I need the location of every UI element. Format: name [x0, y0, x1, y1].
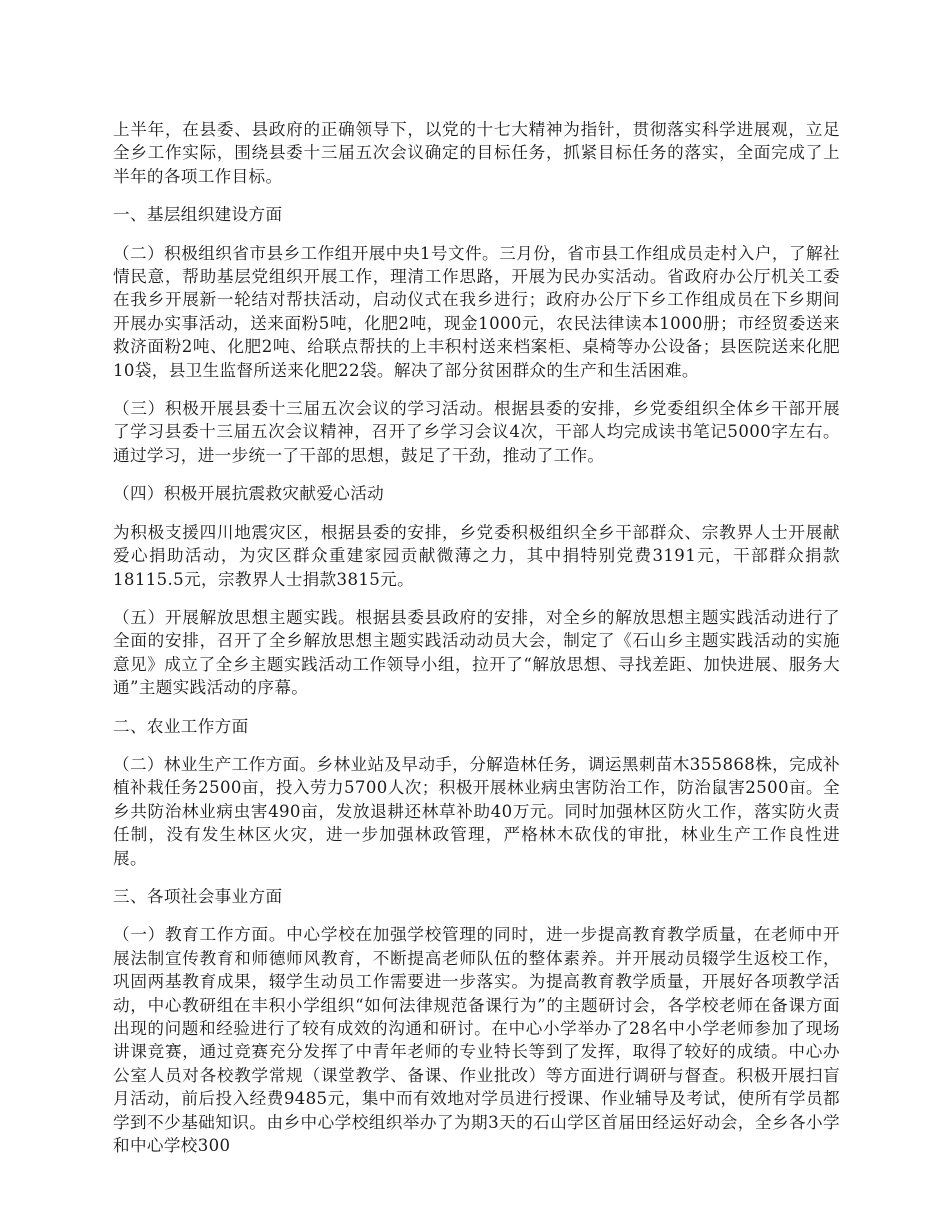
paragraph-donations: 为积极支援四川地震灾区，根据县委的安排，乡党委积极组织全乡干部群众、宗教界人士开展献爱心捐助活动，为灾区群众重建家园贡献微薄之力，其中捐特别党费3191元，干部群众捐款18115.5元，宗教界人士捐款3815元。	[113, 522, 840, 589]
section-heading-social: 三、各项社会事业方面	[113, 886, 283, 906]
paragraph-work-groups: （二）积极组织省市县乡工作组开展中央1号文件。三月份，省市县工作组成员走村入户，了解社情民意，帮助基层党组织开展工作，理清工作思路，开展为民办实活动。省政府办公厅机关工委在我乡开展新一轮结对帮扶活动，启动仪式在我乡进行；政府办公厅下乡工作组成员在下乡期间开展办实事活动，送来面粉5吨，化肥2吨，现金1000元，农民法律读本1000册；市经贸委送来救济面粉2吨、化肥2吨、给联点帮扶的上丰积村送来档案柜、桌椅等办公设备；县医院送来化肥10袋，县卫生监督所送来化肥22袋。解决了部分贫困群众的生产和生活困难。	[113, 243, 840, 380]
intro-paragraph: 上半年，在县委、县政府的正确领导下，以党的十七大精神为指针，贯彻落实科学进展观，立足全乡工作实际，围绕县委十三届五次会议确定的目标任务，抓紧目标任务的落实，全面完成了上半年的各项工作目标。	[113, 120, 840, 186]
subheading-earthquake-relief: （四）积极开展抗震救灾献爱心活动	[113, 484, 385, 504]
section-heading-grassroots: 一、基层组织建设方面	[113, 205, 283, 225]
paragraph-education: （一）教育工作方面。中心学校在加强学校管理的同时，进一步提高教育教学质量，在老师中开展法制宣传教育和师德师风教育，不断提高老师队伍的整体素养。并开展动员辍学生返校工作，巩固两基教育成果，辍学生动员工作需要进一步落实。为提高教育教学质量，开展好各项教学活动，中心教研组在丰积小学组织“如何法律规范备课行为”的主题研讨会，各学校老师在备课方面出现的问题和经验进行了较有成效的沟通和研讨。在中心小学举办了28名中小学老师参加了现场讲课竞赛，通过竞赛充分发挥了中青年老师的专业特长等到了发挥，取得了较好的成绩。中心办公室人员对各校教学常规（课堂教学、备课、作业批改）等方面进行调研与督查。积极开展扫盲月活动，前后投入经费9485元，集中而有效地对学员进行授课、作业辅导及考试，使所有学员都学到不少基础知识。由乡中心学校组织举办了为期3天的石山学区首届田经运好动会，全乡各小学和中心学校300	[113, 925, 840, 1156]
paragraph-thematic-practice: （五）开展解放思想主题实践。根据县委县政府的安排，对全乡的解放思想主题实践活动进行了全面的安排，召开了全乡解放思想主题实践活动动员大会，制定了《石山乡主题实践活动的实施意见》成立了全乡主题实践活动工作领导小组，拉开了“解放思想、寻找差距、加快进展、服务大通”主题实践活动的序幕。	[113, 607, 840, 698]
document-page	[113, 118, 840, 1172]
section-heading-agriculture: 二、农业工作方面	[113, 716, 249, 736]
paragraph-forestry: （二）林业生产工作方面。乡林业站及早动手，分解造林任务，调运黑刺苗木355868株，完成补植补栽任务2500亩，投入劳力5700人次；积极开展林业病虫害防治工作，防治鼠害2500亩。全乡共防治林业病虫害490亩，发放退耕还林草补助40万元。同时加强林区防火工作，落实防火责任制，没有发生林区火灾，进一步加强林政管理，严格林木砍伐的审批，林业生产工作良性进展。	[113, 754, 840, 868]
paragraph-study-activity: （三）积极开展县委十三届五次会议的学习活动。根据县委的安排，乡党委组织全体乡干部开展了学习县委十三届五次会议精神，召开了乡学习会议4次，干部人均完成读书笔记5000字左右。通过学习，进一步统一了干部的思想，鼓足了干劲，推动了工作。	[113, 399, 840, 465]
